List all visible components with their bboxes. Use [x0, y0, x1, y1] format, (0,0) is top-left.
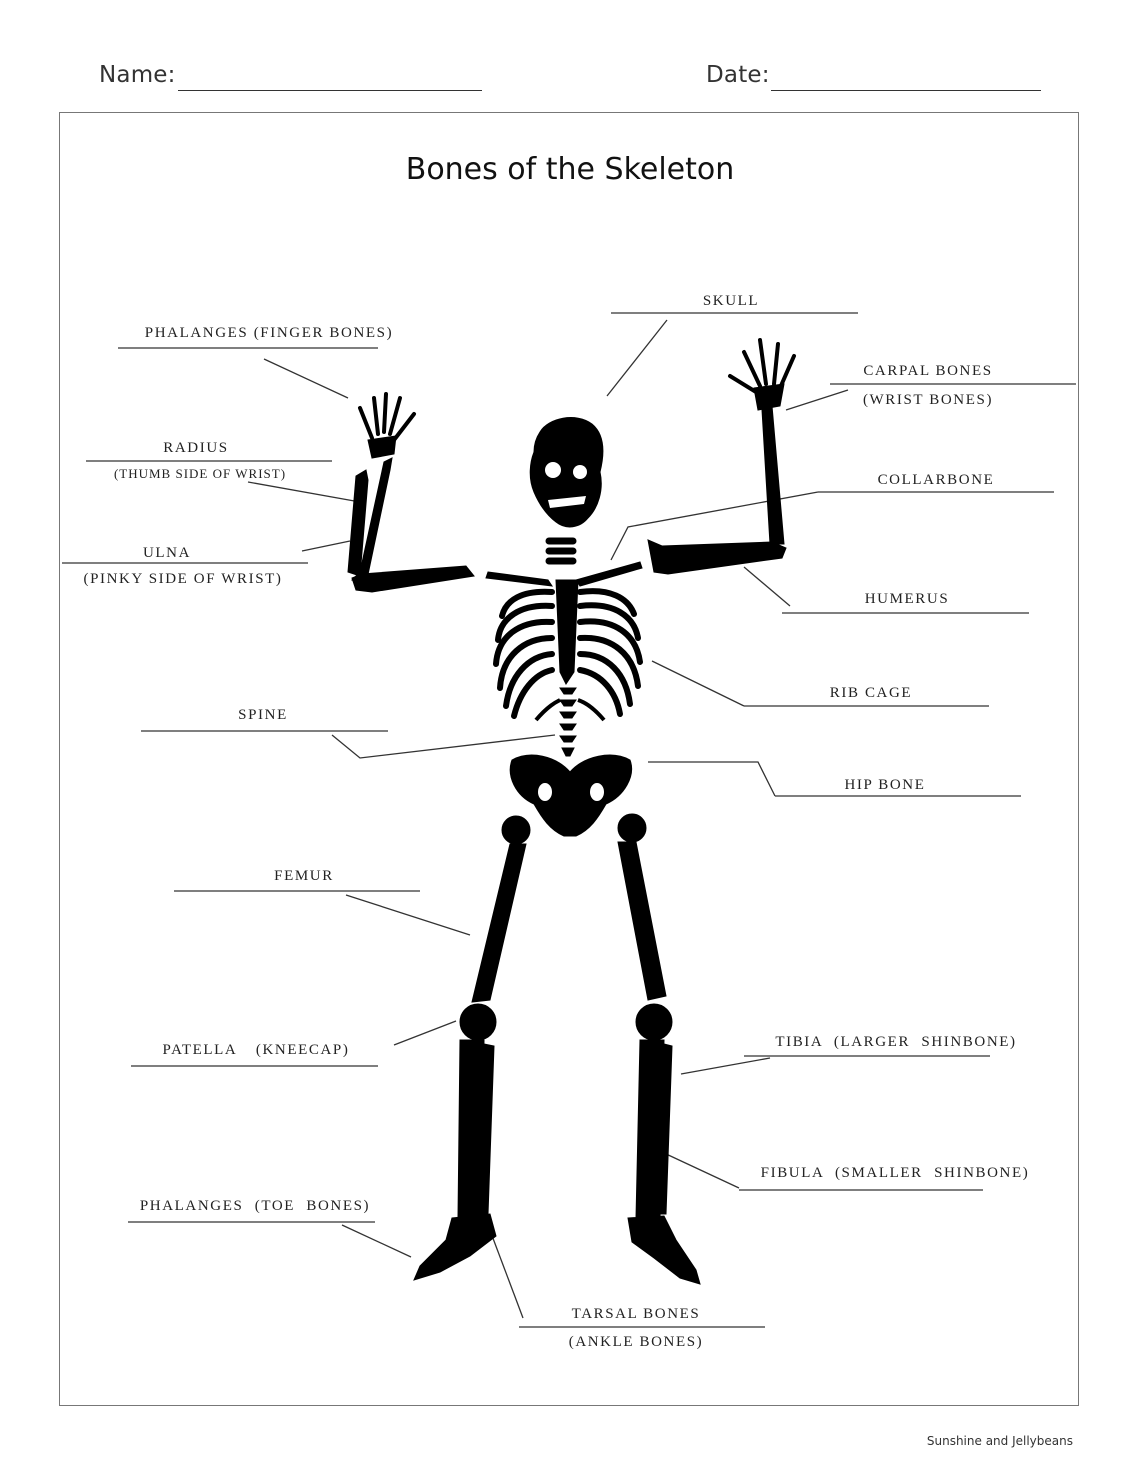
neck-vertebra: [546, 558, 576, 564]
left-collarbone-shape: [486, 572, 552, 586]
date-label: Date:: [706, 62, 770, 88]
neck-vertebra: [546, 538, 576, 544]
left-fibula-shape: [482, 1044, 494, 1214]
credit-text: Sunshine and Jellybeans: [926, 1434, 1073, 1448]
label-hip-bone: HIP BONE: [844, 777, 926, 793]
right-foot-shape: [628, 1216, 700, 1284]
label-tarsal-bones-sub: (ANKLE BONES): [568, 1334, 704, 1350]
label-spine: SPINE: [238, 707, 288, 723]
floating-rib: [536, 700, 560, 720]
left-ribs: [496, 592, 552, 716]
floating-rib: [578, 700, 604, 720]
left-patella-shape: [460, 1004, 496, 1040]
right-hip-joint: [618, 814, 646, 842]
right-ribs: [580, 591, 640, 714]
pelvis-opening: [590, 783, 604, 801]
label-radius: RADIUS: [163, 440, 229, 456]
pelvis-opening: [538, 783, 552, 801]
right-collarbone-shape: [576, 562, 642, 586]
label-tibia: TIBIA (LARGER SHINBONE): [775, 1034, 1017, 1050]
right-eye-socket: [573, 465, 587, 479]
label-ulna-sub: (PINKY SIDE OF WRIST): [83, 571, 283, 587]
name-label: Name:: [99, 62, 176, 88]
skeleton-silhouette: [348, 340, 794, 1284]
label-carpal-bones-sub: (WRIST BONES): [862, 392, 994, 408]
label-tarsal-bones: TARSAL BONES: [571, 1306, 701, 1322]
sternum-shape: [556, 580, 578, 684]
right-tibia-shape: [636, 1040, 664, 1218]
label-ulna: ULNA: [142, 545, 192, 561]
neck-vertebra: [546, 548, 576, 554]
lower-spine: [560, 688, 576, 756]
right-forearm-shape: [762, 406, 784, 544]
left-hip-joint: [502, 816, 530, 844]
left-tibia-shape: [458, 1040, 484, 1218]
label-patella: PATELLA (KNEECAP): [162, 1042, 350, 1058]
label-carpal-bones: CARPAL BONES: [863, 363, 993, 379]
left-foot-shape: [414, 1214, 496, 1280]
page-title: Bones of the Skeleton: [405, 152, 735, 187]
label-radius-sub: (THUMB SIDE OF WRIST): [113, 466, 287, 481]
label-humerus: HUMERUS: [864, 591, 950, 607]
right-femur-shape: [618, 842, 666, 1000]
label-phalanges-finger: PHALANGES (FINGER BONES): [144, 325, 394, 341]
label-phalanges-toe: PHALANGES (TOE BONES): [139, 1198, 371, 1214]
skull-shape: [530, 418, 603, 527]
right-humerus-shape: [648, 540, 786, 574]
label-rib-cage: RIB CAGE: [829, 685, 913, 701]
left-fingers: [360, 394, 414, 440]
left-femur-shape: [472, 844, 526, 1002]
label-fibula: FIBULA (SMALLER SHINBONE): [760, 1165, 1030, 1181]
label-skull: SKULL: [702, 293, 760, 309]
right-patella-shape: [636, 1004, 672, 1040]
left-eye-socket: [545, 462, 561, 478]
label-collarbone: COLLARBONE: [877, 472, 995, 488]
left-humerus-shape: [352, 566, 474, 592]
label-femur: FEMUR: [274, 868, 334, 884]
